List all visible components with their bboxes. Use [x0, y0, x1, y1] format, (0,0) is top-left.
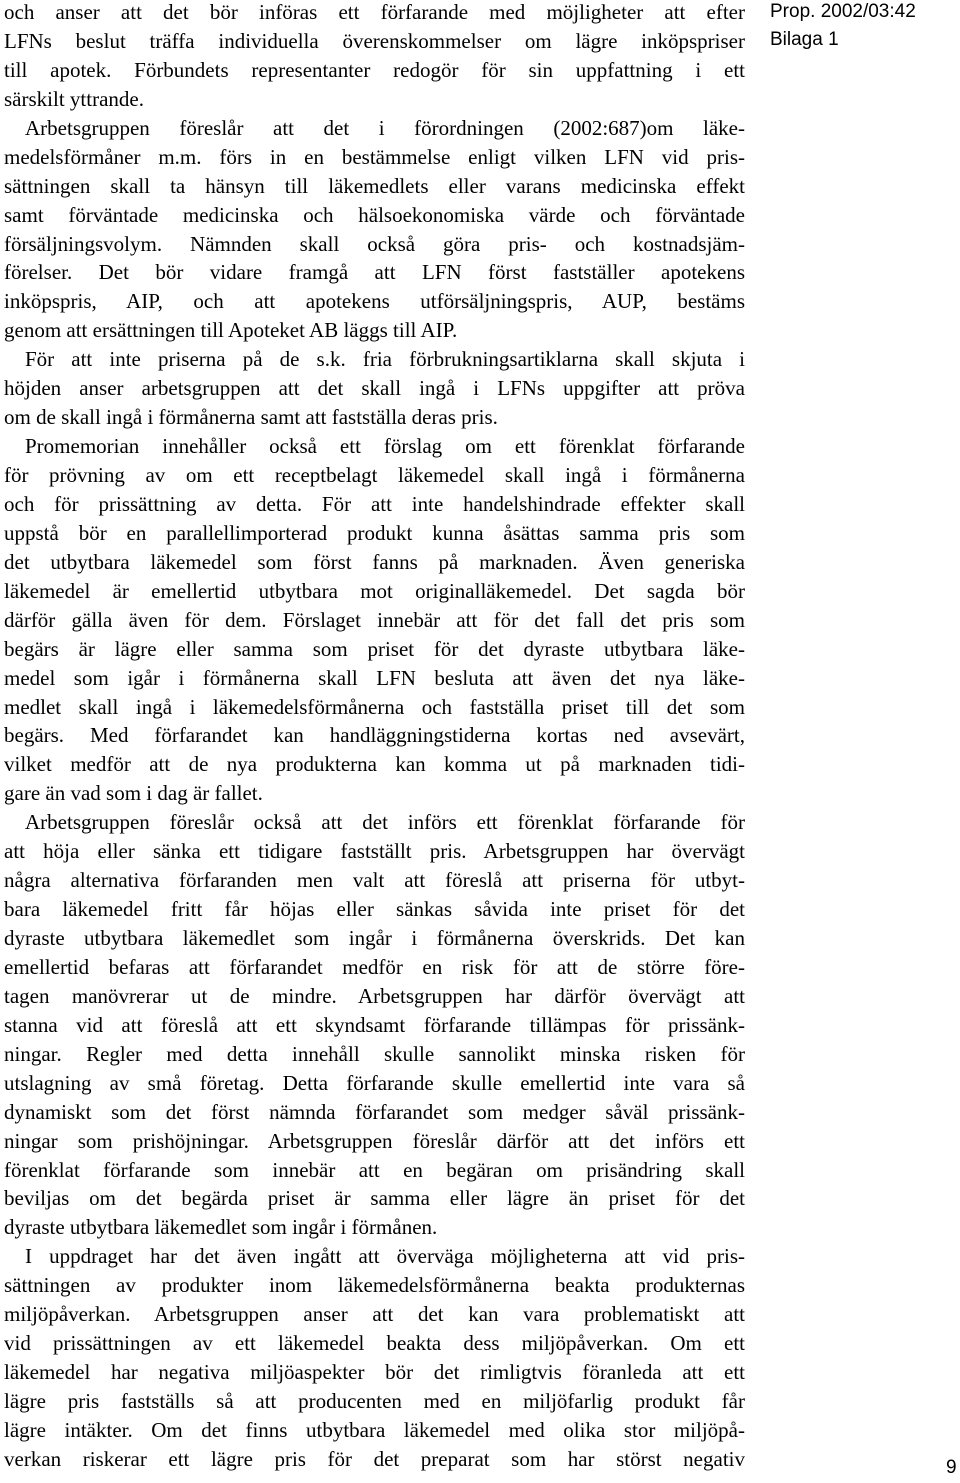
text-line: Arbetsgruppen föreslår också att det införs ett förenklat förfarande för	[25, 810, 745, 835]
text-line: I uppdraget har det även ingått att överväga möjligheterna att vid pris-	[25, 1244, 745, 1269]
appendix-label: Bilaga 1	[770, 29, 839, 50]
text-line: dyraste utbytbara läkemedlet som ingår i förmånen.	[4, 1215, 438, 1240]
text-line: medlet skall ingå i läkemedelsförmånerna och fastställa priset till det som	[4, 694, 745, 719]
text-line: vilket medför att de nya produkterna kan komma ut på marknaden tidi-	[4, 752, 745, 777]
text-line: för prövning av om ett receptbelagt läkemedel skall ingå i förmånerna	[4, 463, 745, 487]
text-line: verkan riskerar ett lägre pris för det preparat som har störst negativ	[4, 1446, 745, 1471]
text-line: samt förväntade medicinska och hälsoekonomiska värde och förväntade	[4, 202, 745, 227]
text-line: utslagning av små företag. Detta förfarande skulle emellertid inte vara så	[4, 1070, 745, 1095]
text-line: gare än vad som i dag är fallet.	[4, 781, 263, 806]
text-line: ningar som prishöjningar. Arbetsgruppen föreslår därför att det införs ett	[4, 1128, 745, 1153]
text-line: och för prissättning av detta. För att inte handelshindrade effekter skall	[4, 491, 745, 516]
text-line: förelser. Det bör vidare framgå att LFN först fastställer apotekens	[4, 260, 745, 285]
proposition-number: Prop. 2002/03:42	[770, 1, 916, 22]
text-line: sättningen av produkter inom läkemedelsförmånerna beakta produkternas	[4, 1273, 745, 1298]
text-line: och anser att det bör införas ett förfarande med möjligheter att efter	[4, 0, 745, 24]
page-number: 9	[946, 1457, 957, 1478]
text-line: För att inte priserna på de s.k. fria förbrukningsartiklarna skall skjuta i	[25, 347, 745, 372]
text-line: därför gälla även för dem. Förslaget innebär att för det fall det pris som	[4, 607, 745, 632]
text-line: Arbetsgruppen föreslår att det i förordningen (2002:687)om läke-	[25, 115, 745, 140]
text-line: ningar. Regler med detta innehåll skulle sannolikt minska risken för	[4, 1041, 745, 1066]
text-line: läkemedel har negativa miljöaspekter bör det rimligtvis föranleda att ett	[4, 1360, 745, 1385]
margin-reference	[770, 0, 916, 54]
text-line: försäljningsvolym. Nämnden skall också göra pris- och kostnadsjäm-	[4, 231, 745, 256]
body-text	[4, 0, 745, 1474]
text-line: dyraste utbytbara läkemedlet som ingår i förmånerna överskrids. Det kan	[4, 926, 745, 950]
text-line: lägre intäkter. Om det finns utbytbara läkemedel med olika stor miljöpå-	[4, 1417, 745, 1442]
text-line: några alternativa förfaranden men valt att föreslå att priserna för utbyt-	[4, 868, 745, 893]
text-line: det utbytbara läkemedel som först fanns på marknaden. Även generiska	[4, 549, 745, 574]
text-line: läkemedel är emellertid utbytbara mot originalläkemedel. Det sagda bör	[4, 578, 745, 603]
text-line: om de skall ingå i förmånerna samt att fastställa deras pris.	[4, 405, 498, 430]
text-line: lägre pris fastställs så att producenten med en miljöfarlig produkt får	[4, 1389, 745, 1413]
text-line: tagen manövrerar ut de mindre. Arbetsgruppen har därför övervägt att	[4, 983, 745, 1008]
text-line: begärs. Med förfarandet kan handläggningstiderna kortas ned avsevärt,	[4, 723, 745, 748]
text-line: medel som igår i förmånerna skall LFN besluta att även det nya läke-	[4, 665, 745, 690]
text-line: stanna vid att föreslå att ett skyndsamt förfarande tillämpas för prissänk-	[4, 1012, 745, 1037]
text-line: emellertid befaras att förfarandet medför en risk för att de större före-	[4, 954, 745, 979]
text-line: miljöpåverkan. Arbetsgruppen anser att det kan vara problematiskt att	[4, 1302, 745, 1327]
text-line: dynamiskt som det först nämnda förfarandet som medger såväl prissänk-	[4, 1099, 745, 1124]
text-line: begärs är lägre eller samma som priset för det dyraste utbytbara läke-	[4, 636, 745, 661]
text-line: bara läkemedel fritt får höjas eller sänkas såvida inte priset för det	[4, 897, 745, 922]
text-line: särskilt yttrande.	[4, 86, 144, 111]
text-line: genom att ersättningen till Apoteket AB läggs till AIP.	[4, 318, 458, 343]
text-line: LFNs beslut träffa individuella överenskommelser om lägre inköpspriser	[4, 28, 745, 53]
text-line: till apotek. Förbundets representanter redogör för sin uppfattning i ett	[4, 57, 745, 82]
text-line: uppstå bör en parallellimporterad produkt kunna åsättas samma pris som	[4, 520, 745, 545]
text-line: inköpspris, AIP, och att apotekens utförsäljningspris, AUP, bestäms	[4, 289, 745, 314]
text-line: sättningen skall ta hänsyn till läkemedlets eller varans medicinska effekt	[4, 173, 745, 198]
text-line: att höja eller sänka ett tidigare fastställt pris. Arbetsgruppen har övervägt	[4, 839, 745, 864]
text-line: höjden anser arbetsgruppen att det skall ingå i LFNs uppgifter att pröva	[4, 376, 745, 401]
text-line: förenklat förfarande som innebär att en begäran om prisändring skall	[4, 1157, 745, 1182]
text-line: vid prissättningen av ett läkemedel beakta dess miljöpåverkan. Om ett	[4, 1331, 745, 1356]
text-line: beviljas om det begärda priset är samma eller lägre än priset för det	[4, 1186, 745, 1211]
text-line: medelsförmåner m.m. förs in en bestämmelse enligt vilken LFN vid pris-	[4, 144, 745, 169]
text-line: Promemorian innehåller också ett förslag om ett förenklat förfarande	[25, 434, 745, 459]
